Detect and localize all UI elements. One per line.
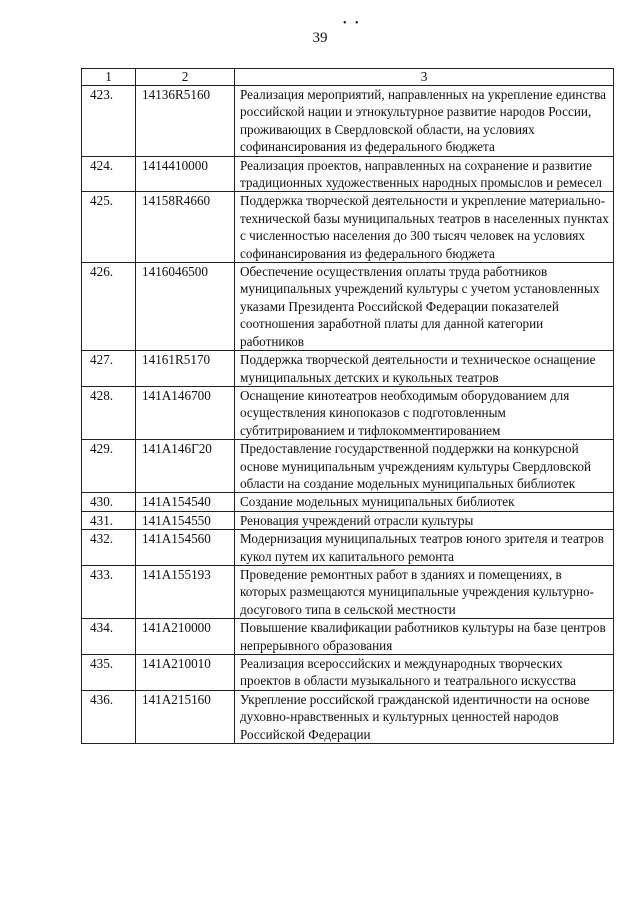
row-number-cell: 430. bbox=[82, 493, 136, 511]
table-row bbox=[82, 386, 614, 439]
code-cell: 141A215160 bbox=[136, 690, 235, 743]
code-cell: 141A210000 bbox=[136, 619, 235, 655]
row-number-cell: 427. bbox=[82, 351, 136, 387]
row-number-cell: 436. bbox=[82, 690, 136, 743]
description-cell: Укрепление российской гражданской идентичности на основе духовно-нравственных и культурных ценностей народов Российской Федерации bbox=[235, 690, 614, 743]
table-row bbox=[82, 192, 614, 263]
code-cell: 141A154540 bbox=[136, 493, 235, 511]
row-number-cell: 429. bbox=[82, 440, 136, 493]
table-row bbox=[82, 619, 614, 655]
code-cell: 1414410000 bbox=[136, 156, 235, 192]
table-row bbox=[82, 351, 614, 387]
table-row bbox=[82, 493, 614, 511]
description-cell: Создание модельных муниципальных библиотек bbox=[235, 493, 614, 511]
code-cell: 14161R5170 bbox=[136, 351, 235, 387]
code-cell: 14158R4660 bbox=[136, 192, 235, 263]
column-header-2: 2 bbox=[136, 69, 235, 86]
code-cell: 141A146700 bbox=[136, 386, 235, 439]
code-cell: 141A155193 bbox=[136, 565, 235, 618]
row-number-cell: 428. bbox=[82, 386, 136, 439]
code-cell: 141A154560 bbox=[136, 530, 235, 566]
table-row bbox=[82, 530, 614, 566]
description-cell: Реализация проектов, направленных на сохранение и развитие традиционных художественных народных промыслов и ремесел bbox=[235, 156, 614, 192]
row-number-cell: 425. bbox=[82, 192, 136, 263]
description-cell: Реализация всероссийских и международных творческих проектов в области музыкального и театрального искусства bbox=[235, 655, 614, 691]
table-row bbox=[82, 440, 614, 493]
row-number-cell: 432. bbox=[82, 530, 136, 566]
description-cell: Предоставление государственной поддержки на конкурсной основе муниципальным учреждениям культуры Свердловской области на создание модельных муниципальных библиотек bbox=[235, 440, 614, 493]
description-cell: Оснащение кинотеатров необходимым оборудованием для осуществления кинопоказов с подготовленным субтитрированием и тифлокомментированием bbox=[235, 386, 614, 439]
description-cell: Поддержка творческой деятельности и техническое оснащение муниципальных детских и кукольных театров bbox=[235, 351, 614, 387]
row-number-cell: 434. bbox=[82, 619, 136, 655]
page-marks: • • bbox=[343, 18, 362, 29]
table-row bbox=[82, 263, 614, 351]
description-cell: Модернизация муниципальных театров юного зрителя и театров кукол путем их капитального ремонта bbox=[235, 530, 614, 566]
row-number-cell: 433. bbox=[82, 565, 136, 618]
row-number-cell: 424. bbox=[82, 156, 136, 192]
code-cell: 141A210010 bbox=[136, 655, 235, 691]
code-cell: 14136R5160 bbox=[136, 86, 235, 157]
description-cell: Реализация мероприятий, направленных на укрепление единства российской нации и этнокультурное развитие народов России, проживающих в Свердловской области, на условиях софинансирования из федерального бюджета bbox=[235, 86, 614, 157]
code-cell: 141A146Г20 bbox=[136, 440, 235, 493]
table-row bbox=[82, 655, 614, 691]
budget-classification-table bbox=[81, 68, 614, 744]
table-row bbox=[82, 690, 614, 743]
page-number-text: 39 bbox=[312, 30, 328, 46]
page-number bbox=[0, 18, 640, 47]
description-cell: Поддержка творческой деятельности и укрепление материально-технической базы муниципальных театров в населенных пунктах с численностью населения до 300 тысяч человек на условиях софинансирования из федерального бюджета bbox=[235, 192, 614, 263]
row-number-cell: 435. bbox=[82, 655, 136, 691]
description-cell: Проведение ремонтных работ в зданиях и помещениях, в которых размещаются муниципальные учреждения культурно-досугового типа в сельской местности bbox=[235, 565, 614, 618]
description-cell: Реновация учреждений отрасли культуры bbox=[235, 511, 614, 529]
row-number-cell: 431. bbox=[82, 511, 136, 529]
description-cell: Обеспечение осуществления оплаты труда работников муниципальных учреждений культуры с учетом установленных указами Президента Российской Федерации показателей соотношения заработной платы для данной категории работников bbox=[235, 263, 614, 351]
column-header-3: 3 bbox=[235, 69, 614, 86]
column-header-1: 1 bbox=[82, 69, 136, 86]
row-number-cell: 426. bbox=[82, 263, 136, 351]
table-row bbox=[82, 86, 614, 157]
code-cell: 1416046500 bbox=[136, 263, 235, 351]
table-row bbox=[82, 565, 614, 618]
code-cell: 141A154550 bbox=[136, 511, 235, 529]
table-header-row bbox=[82, 69, 614, 86]
description-cell: Повышение квалификации работников культуры на базе центров непрерывного образования bbox=[235, 619, 614, 655]
table-row bbox=[82, 156, 614, 192]
row-number-cell: 423. bbox=[82, 86, 136, 157]
table-row bbox=[82, 511, 614, 529]
